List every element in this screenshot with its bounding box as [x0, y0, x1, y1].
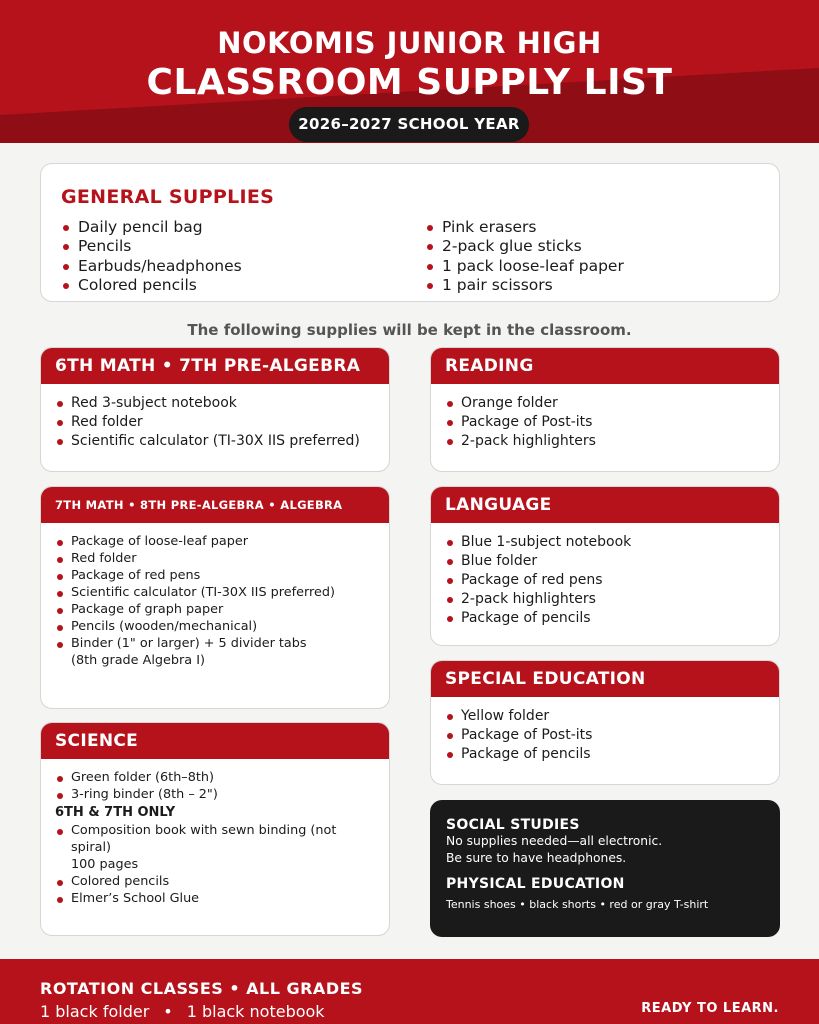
- rotation-item-notebook: 1 black notebook: [186, 1002, 325, 1021]
- list-item: 1 pack loose-leaf paper: [425, 257, 624, 276]
- list-item: Package of loose-leaf paper: [55, 533, 375, 550]
- list-item: Package of Post-its: [445, 726, 765, 745]
- list-item: Package of red pens: [55, 567, 375, 584]
- list-item: Scientific calculator (TI-30X IIS preferred): [55, 584, 375, 601]
- math-7-card: [40, 486, 390, 709]
- reading-list: [431, 384, 779, 451]
- list-item: Colored pencils: [61, 276, 242, 295]
- list-item: Red 3-subject notebook: [55, 394, 375, 413]
- general-supplies-heading: GENERAL SUPPLIES: [61, 186, 275, 208]
- special-education-list: [431, 697, 779, 764]
- rotation-items: [40, 1002, 325, 1021]
- list-item: Package of pencils: [445, 609, 765, 628]
- list-item: Blue folder: [445, 552, 765, 571]
- classroom-note: The following supplies will be kept in the classroom.: [187, 321, 632, 339]
- science-card: [40, 722, 390, 936]
- special-education-card: [430, 660, 780, 785]
- list-item: Package of red pens: [445, 571, 765, 590]
- list-item: 2-pack highlighters: [445, 590, 765, 609]
- list-item: Yellow folder: [445, 707, 765, 726]
- list-item: Scientific calculator (TI-30X IIS preferred): [55, 432, 375, 451]
- language-list: [431, 523, 779, 628]
- pe-line: Tennis shoes • black shorts • red or gray T-shirt: [446, 898, 709, 911]
- math-7-list: [41, 523, 389, 669]
- list-item: Pencils (wooden/mechanical): [55, 618, 375, 635]
- list-item: Pink erasers: [425, 218, 624, 237]
- science-subheading: 6TH & 7TH ONLY: [55, 805, 176, 820]
- social-studies-line-1: No supplies needed—all electronic.: [446, 834, 663, 848]
- reading-heading: READING: [431, 348, 779, 384]
- binder-line: Binder (1" or larger) + 5 divider tabs: [71, 636, 307, 651]
- general-supplies-card: [40, 163, 780, 302]
- header-banner: [0, 0, 819, 143]
- footer-banner: [0, 959, 819, 1024]
- list-item: Colored pencils: [55, 873, 375, 890]
- rotation-heading: ROTATION CLASSES • ALL GRADES: [40, 979, 364, 998]
- tagline: READY TO LEARN.: [641, 1001, 779, 1016]
- general-supplies-list-left: [61, 218, 242, 295]
- binder-note: (8th grade Algebra I): [71, 653, 205, 668]
- science-list-6-7: [41, 822, 389, 907]
- science-list: [41, 759, 389, 803]
- list-item: Daily pencil bag: [61, 218, 242, 237]
- general-supplies-list-right: [425, 218, 624, 295]
- math-6-card: [40, 347, 390, 472]
- list-item: Red folder: [55, 413, 375, 432]
- social-studies-heading: SOCIAL STUDIES: [446, 817, 580, 833]
- list-item: Orange folder: [445, 394, 765, 413]
- composition-pages: 100 pages: [71, 857, 139, 872]
- pe-heading: PHYSICAL EDUCATION: [446, 876, 625, 892]
- rotation-separator: •: [163, 1002, 173, 1021]
- list-item: [55, 822, 375, 873]
- list-item: Green folder (6th–8th): [55, 769, 375, 786]
- language-card: [430, 486, 780, 646]
- special-education-heading: SPECIAL EDUCATION: [431, 661, 779, 697]
- list-item: 2-pack highlighters: [445, 432, 765, 451]
- rotation-item-folder: 1 black folder: [40, 1002, 150, 1021]
- science-heading: SCIENCE: [41, 723, 389, 759]
- list-item: Package of Post-its: [445, 413, 765, 432]
- social-studies-line-2: Be sure to have headphones.: [446, 851, 627, 865]
- list-item: Blue 1-subject notebook: [445, 533, 765, 552]
- list-item: 3-ring binder (8th – 2"): [55, 786, 375, 803]
- list-item: Red folder: [55, 550, 375, 567]
- page-title: CLASSROOM SUPPLY LIST: [146, 62, 673, 103]
- list-item: 1 pair scissors: [425, 276, 624, 295]
- social-pe-card: [430, 800, 780, 937]
- list-item: Pencils: [61, 237, 242, 256]
- school-year-badge: 2026–2027 SCHOOL YEAR: [289, 107, 529, 142]
- list-item: Elmer’s School Glue: [55, 890, 375, 907]
- reading-card: [430, 347, 780, 472]
- math-7-heading: 7TH MATH • 8TH PRE-ALGEBRA • ALGEBRA: [41, 487, 389, 523]
- list-item: Earbuds/headphones: [61, 257, 242, 276]
- list-item: Package of pencils: [445, 745, 765, 764]
- list-item: [55, 635, 375, 669]
- math-6-heading: 6TH MATH • 7TH PRE-ALGEBRA: [41, 348, 389, 384]
- school-name: NOKOMIS JUNIOR HIGH: [217, 26, 602, 60]
- list-item: Package of graph paper: [55, 601, 375, 618]
- composition-line: Composition book with sewn binding (not spiral): [71, 823, 337, 855]
- list-item: 2-pack glue sticks: [425, 237, 624, 256]
- language-heading: LANGUAGE: [431, 487, 779, 523]
- math-6-list: [41, 384, 389, 451]
